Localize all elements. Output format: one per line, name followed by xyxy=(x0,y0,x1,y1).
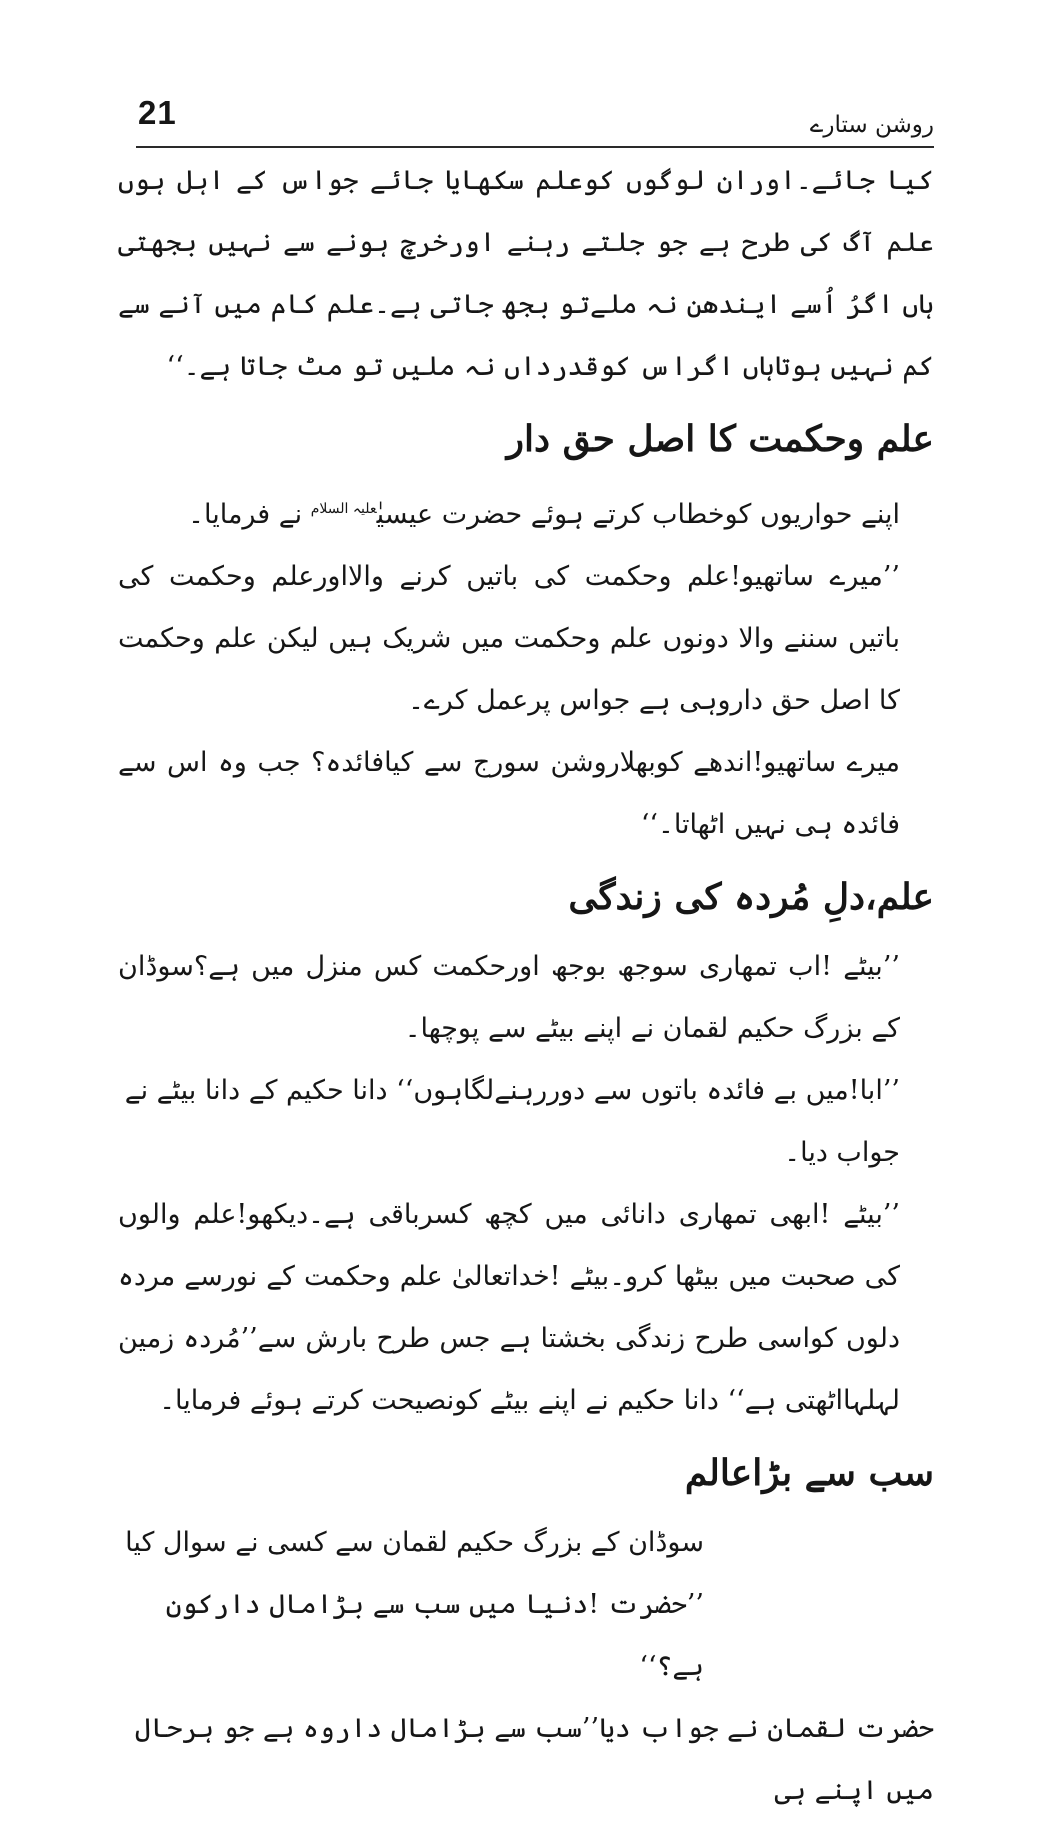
section-heading: علم،دلِ مُردہ کی زندگی xyxy=(568,876,934,918)
page-number: 21 xyxy=(138,94,177,131)
paragraph: ’’ابا!میں بے فائدہ باتوں سے دوررہنےلگاہوں‘‘ دانا حکیم کے دانا بیٹے نے جواب دیا۔ xyxy=(124,1075,900,1168)
paragraph: کیا جائے۔اوران لوگوں کوعلم سکھایا جائے جواس کے اہل ہوں علم آگ کی طرح ہے جو جلتے رہنے اورخرچ ہونے سے نہیں بجھتی ہاں اگرُ اُسے ایندھن نہ ملےتو بجھ جاتی ہے۔علم کام میں آنے سے کم نہیں ہوتاہاں اگراس کوقدرداں نہ ملیں تو مٹ جاتا ہے۔‘‘ xyxy=(118,165,934,382)
paragraph: حضرت لقمان نے جواب دیا’’سب سے بڑامال داروہ ہے جو ہرحال میں اپنے ہی xyxy=(134,1713,934,1806)
paragraph: ’’بیٹے !اب تمھاری سوجھ بوجھ اورحکمت کس منزل میں ہے؟سوڈان کے بزرگ حکیم لقمان نے اپنے بیٹے سے پوچھا۔ xyxy=(118,951,900,1044)
honorific-mark: علیہ السلام xyxy=(310,501,377,517)
paragraph: ’’بیٹے !ابھی تمھاری دانائی میں کچھ کسرباقی ہے۔دیکھو!علم والوں کی صحبت میں بیٹھا کرو۔بیٹے !خداتعالیٰ علم وحکمت کے نورسے مردہ دلوں کواسی طرح زندگی بخشتا ہے جس طرح بارش سے’’مُردہ زمین لہلہااٹھتی ہے‘‘ دانا حکیم نے اپنے بیٹے کونصیحت کرتے ہوئے فرمایا۔ xyxy=(118,1199,900,1416)
paragraph-text: نے فرمایا۔ xyxy=(188,499,311,530)
running-title: روشن ستارے xyxy=(809,112,934,138)
book-page xyxy=(118,84,934,1806)
page-body xyxy=(118,150,934,1822)
section-heading: سب سے بڑاعالم xyxy=(684,1452,934,1494)
paragraph xyxy=(118,478,934,546)
header-rule xyxy=(136,146,934,148)
paragraph-text: اپنے حواریوں کوخطاب کرتے ہوئے حضرت عیسیٰ xyxy=(376,499,900,530)
page-header xyxy=(118,84,934,150)
paragraph: میرے ساتھیو!اندھے کوبھلاروشن سورج سے کیافائدہ؟ جب وہ اس سے فائدہ ہی نہیں اٹھاتا۔‘‘ xyxy=(118,747,900,840)
paragraph: ’’حضرت !دنیا میں سب سے بڑامال دارکون ہے؟‘‘ xyxy=(165,1589,704,1682)
paragraph: ’’میرے ساتھیو!علم وحکمت کی باتیں کرنے والااورعلم وحکمت کی باتیں سننے والا دونوں علم وحکمت میں شریک ہیں لیکن علم وحکمت کا اصل حق داروہی ہے جواس پرعمل کرے۔ xyxy=(118,561,900,716)
section-heading: علم وحکمت کا اصل حق دار xyxy=(506,418,934,460)
paragraph: سوڈان کے بزرگ حکیم لقمان سے کسی نے سوال کیا xyxy=(125,1527,704,1558)
